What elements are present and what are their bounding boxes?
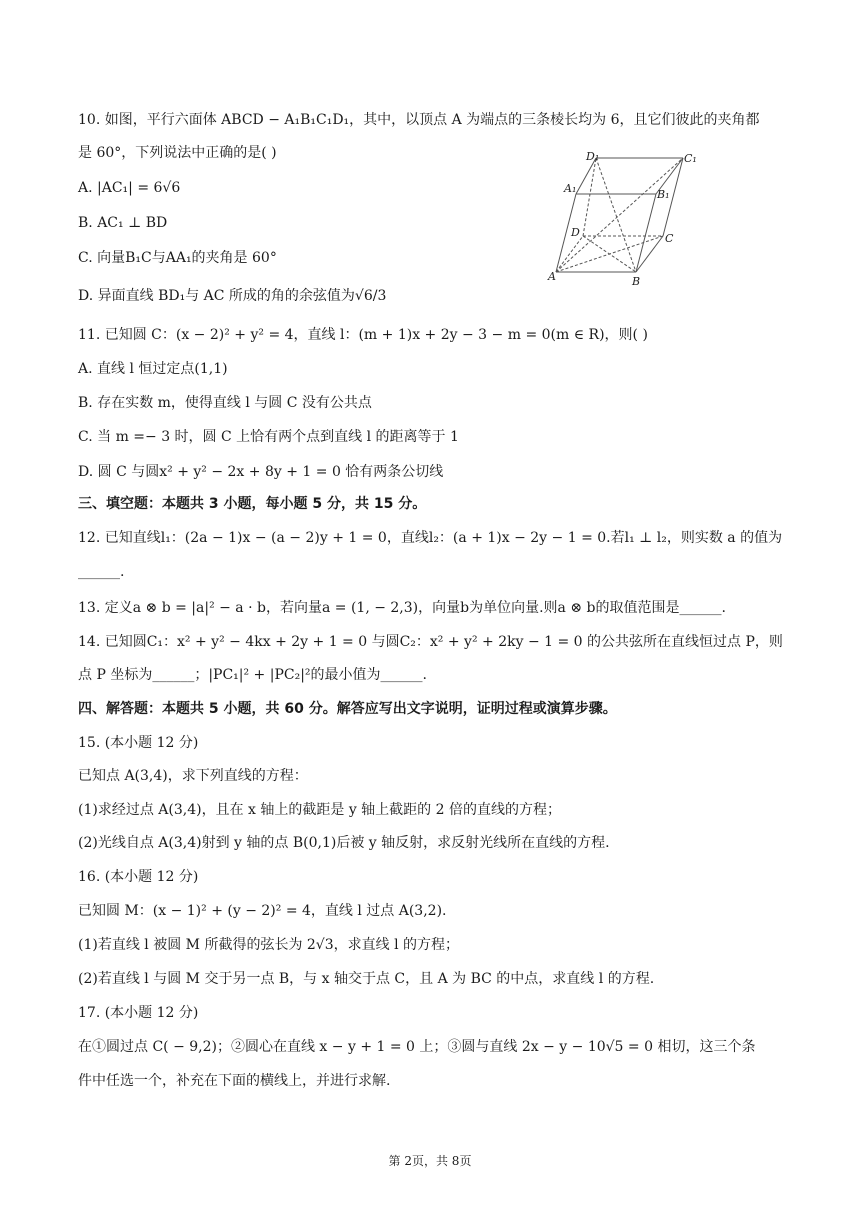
q15-stem: 已知点 A(3,4)，求下列直线的方程：: [78, 768, 308, 784]
diag-ac1: [556, 158, 683, 272]
q16-part-2: (2)若直线 l 与圆 M 交于另一点 B，与 x 轴交于点 C，且 A 为 BC 的中点，求直线 l 的方程.: [78, 971, 655, 987]
q15-part-2: (2)光线自点 A(3,4)射到 y 轴的点 B(0,1)后被 y 轴反射，求反射光线所在直线的方程.: [78, 835, 610, 851]
section-4-heading: 四、解答题：本题共 5 小题，共 60 分。解答应写出文字说明，证明过程或演算步骤。: [78, 701, 617, 717]
q10-stem-line2: 是 60°，下列说法中正确的是( ): [78, 145, 277, 161]
diag-bd1: [596, 158, 636, 272]
label-b1: B₁: [657, 188, 670, 201]
q16-part-1: (1)若直线 l 被圆 M 所截得的弦长为 2√3，求直线 l 的方程；: [78, 937, 460, 953]
label-d: D: [571, 226, 580, 239]
section-3-heading: 三、填空题：本题共 3 小题，每小题 5 分，共 15 分。: [78, 496, 427, 512]
label-c: C: [665, 232, 674, 245]
q16-stem: 已知圆 M：(x − 1)² + (y − 2)² = 4，直线 l 过点 A(3,2).: [78, 903, 447, 919]
q17-stem-line1: 在①圆过点 C( − 9,2)；②圆心在直线 x − y + 1 = 0 上；③圆与直线 2x − y − 10√5 = 0 相切，这三个条: [78, 1039, 756, 1055]
q12-stem-line1: 12. 已知直线l₁：(2a − 1)x − (a − 2)y + 1 = 0，直线l₂：(a + 1)x − 2y − 1 = 0.若l₁ ⊥ l₂，则实数 a 的值为: [78, 530, 783, 546]
label-c1: C₁: [684, 152, 697, 165]
q16-heading: 16. (本小题 12 分): [78, 869, 199, 885]
q14-stem-line2: 点 P 坐标为______；|PC₁|² + |PC₂|²的最小值为______.: [78, 667, 427, 683]
q10-stem-line1: 10. 如图，平行六面体 ABCD − A₁B₁C₁D₁，其中，以顶点 A 为端点的三条棱长均为 6，且它们彼此的夹角都: [78, 112, 760, 128]
q10-option-b: B. AC₁ ⊥ BD: [78, 215, 168, 231]
q11-option-d: D. 圆 C 与圆x² + y² − 2x + 8y + 1 = 0 恰有两条公切线: [78, 464, 444, 480]
label-d1: D₁: [586, 150, 600, 163]
q10-option-c: C. 向量B₁C与AA₁的夹角是 60°: [78, 250, 277, 266]
edge-ad: [556, 236, 583, 272]
label-a: A: [548, 270, 556, 283]
q13-stem: 13. 定义a ⊗ b = |a|² − a · b，若向量a = (1, − 2,3)，向量b为单位向量.则a ⊗ b的取值范围是______.: [78, 600, 726, 616]
q17-heading: 17. (本小题 12 分): [78, 1005, 199, 1021]
q10-option-a: A. |AC₁| = 6√6: [78, 180, 181, 196]
q12-stem-line2: ______.: [78, 564, 125, 580]
q11-stem: 11. 已知圆 C：(x − 2)² + y² = 4，直线 l：(m + 1)x + 2y − 3 − m = 0(m ∈ R)，则( ): [78, 327, 648, 343]
q15-part-1: (1)求经过点 A(3,4)，且在 x 轴上的截距是 y 轴上截距的 2 倍的直线的方程；: [78, 802, 561, 818]
q11-option-c: C. 当 m =− 3 时，圆 C 上恰有两个点到直线 l 的距离等于 1: [78, 429, 459, 445]
q11-option-a: A. 直线 l 恒过定点(1,1): [78, 361, 228, 377]
diag-bd: [583, 236, 636, 272]
q17-stem-line2: 件中任选一个，补充在下面的横线上，并进行求解.: [78, 1073, 391, 1089]
parallelepiped-figure: [546, 148, 697, 288]
label-b: B: [632, 275, 641, 288]
q14-stem-line1: 14. 已知圆C₁：x² + y² − 4kx + 2y + 1 = 0 与圆C₂：x² + y² + 2ky − 1 = 0 的公共弦所在直线恒过点 P，则: [78, 634, 783, 650]
page-footer: 第 2页，共 8页: [388, 1154, 472, 1168]
q11-option-b: B. 存在实数 m，使得直线 l 与圆 C 没有公共点: [78, 395, 372, 411]
label-a1: A₁: [564, 182, 577, 195]
q15-heading: 15. (本小题 12 分): [78, 735, 199, 751]
edge-bb1: [636, 194, 656, 272]
edge-bc: [636, 236, 663, 272]
q10-option-d: D. 异面直线 BD₁与 AC 所成的角的余弦值为√6/3: [78, 288, 387, 304]
